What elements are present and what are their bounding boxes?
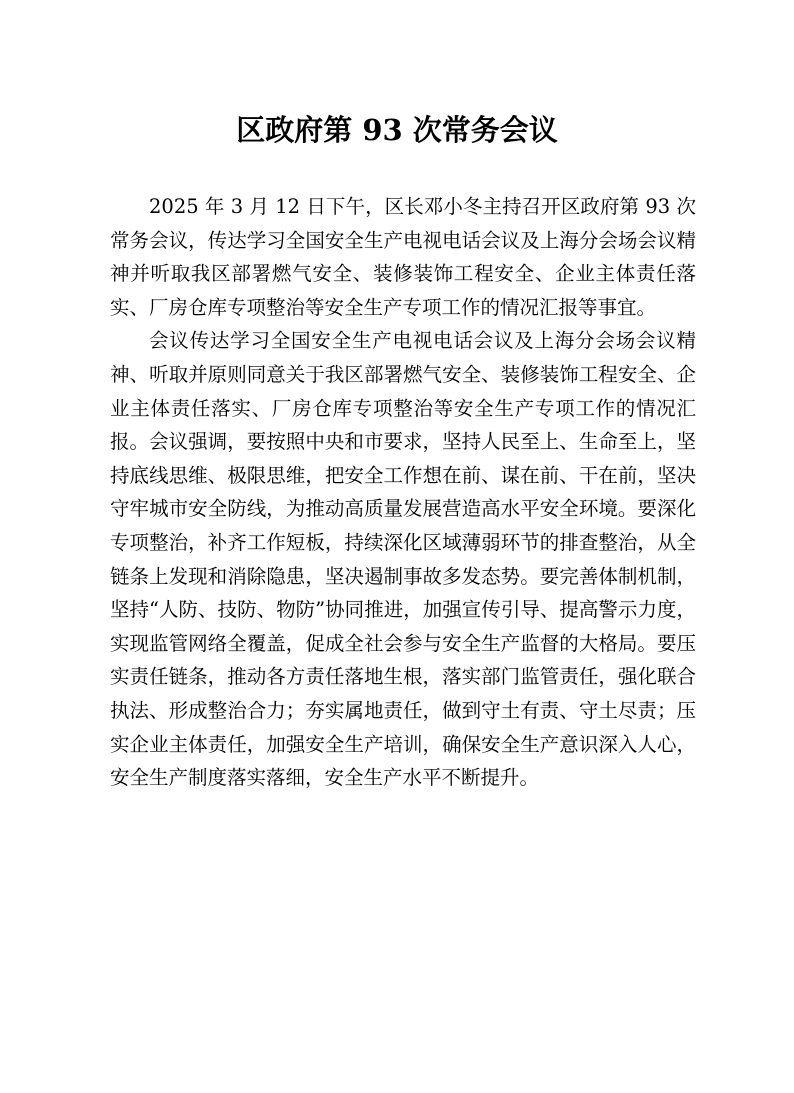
paragraph-meeting-details: 会议传达学习全国安全生产电视电话会议及上海分会场会议精神、听取并原则同意关于我区部署燃气安全、装修装饰工程安全、企业主体责任落实、厂房仓库专项整治等安全生产专项工作的情况汇报。会议强调，要按照中央和市要求，坚持人民至上、生命至上，坚持底线思维、极限思维，把安全工作想在前、谋在前、干在前，坚决守牢城市安全防线，为推动高质量发展营造高水平安全环境。要深化专项整治，补齐工作短板，持续深化区域薄弱环节的排查整治，从全链条上发现和消除隐患，坚决遏制事故多发态势。要完善体制机制，坚持“人防、技防、物防”协同推进，加强宣传引导、提高警示力度，实现监管网络全覆盖，促成全社会参与安全生产监督的大格局。要压实责任链条，推动各方责任落地生根，落实部门监管责任，强化联合执法、形成整治合力；夯实属地责任，做到守土有责、守土尽责；压实企业主体责任，加强安全生产培训，确保安全生产意识深入人心，安全生产制度落实落细，安全生产水平不断提升。	[110, 329, 696, 790]
paragraph-meeting-summary: 2025 年 3 月 12 日下午，区长邓小冬主持召开区政府第 93 次常务会议，传达学习全国安全生产电视电话会议及上海分会场会议精神并听取我区部署燃气安全、装修装饰工程安全、企业主体责任落实、厂房仓库专项整治等安全生产专项工作的情况汇报等事宜。	[110, 195, 696, 319]
document-title: 区政府第 93 次常务会议	[236, 113, 558, 147]
document-body	[110, 190, 696, 795]
